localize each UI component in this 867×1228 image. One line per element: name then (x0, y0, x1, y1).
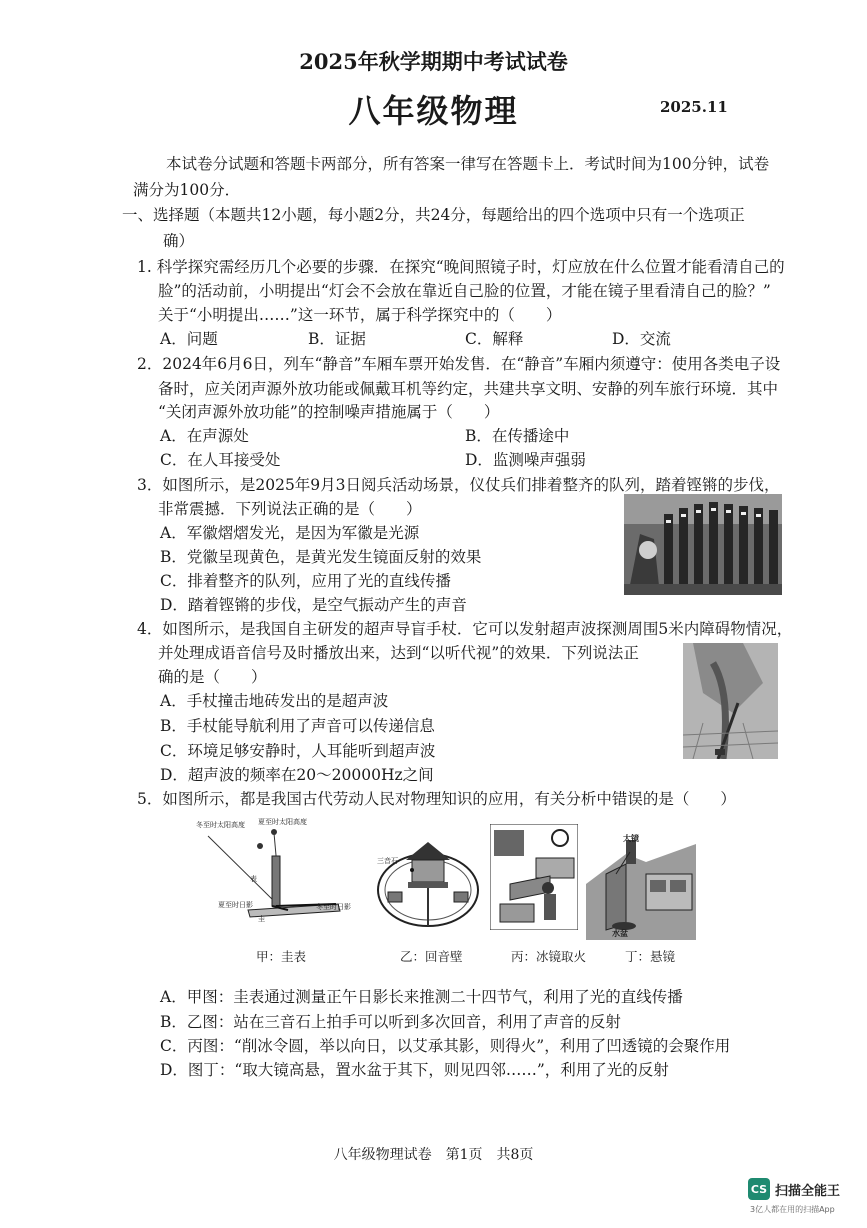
gnomon-label-winter-shadow: 冬至时日影 (316, 903, 351, 911)
hanging-mirror-figure (586, 834, 696, 940)
q4-stem-3: 确的是（ ） (158, 668, 267, 686)
q3-option-c: C．排着整齐的队列，应用了光的直线传播 (160, 572, 451, 590)
q3-option-a: A．军徽熠熠发光，是因为军徽是光源 (160, 524, 420, 542)
q4-stem-2: 并处理成语音信号及时播放出来，达到“以听代视”的效果．下列说法正 (158, 644, 639, 662)
q3-stem-1: 3．如图所示，是2025年9月3日阅兵活动场景，仪仗兵们排着整齐的队列，踏着铿锵的步伐， (137, 476, 780, 494)
q2-stem-1: 2．2024年6月6日，列车“静音”车厢车票开始发售．在“静音”车厢内须遵守：使用各类电子设 (137, 355, 781, 373)
section-1-heading-cont: 确） (163, 232, 195, 250)
q3-option-d: D．踏着铿锵的步伐，是空气振动产生的声音 (160, 596, 467, 614)
q4-option-b: B．手杖能导航利用了声音可以传递信息 (160, 717, 435, 735)
scanner-slogan: 3亿人都在用的扫描App (750, 1205, 835, 1214)
q1-option-b: B．证据 (308, 330, 366, 348)
q2-stem-3: “关闭声源外放功能”的控制噪声措施属于（ ） (158, 403, 500, 421)
subject-title: 八年级物理 (348, 92, 519, 130)
gnomon-label-pole: 表 (250, 875, 257, 883)
q1-option-d: D．交流 (612, 330, 671, 348)
q2-stem-2: 备时，应关闭声源外放功能或佩戴耳机等约定，共建共享文明、安静的列车旅行环境．其中 (158, 380, 779, 398)
echo-wall-figure (376, 834, 481, 930)
q5-option-c: C．丙图：“削冰令圆，举以向日，以艾承其影，则得火”，利用了凹透镜的会聚作用 (160, 1037, 731, 1055)
scanner-logo-icon: CS (748, 1178, 770, 1200)
q2-option-d: D．监测噪声强弱 (465, 451, 586, 469)
page-footer: 八年级物理试卷 第1页 共8页 (333, 1147, 534, 1163)
intro-line-2: 满分为100分． (133, 181, 241, 199)
exam-title: 2025年秋学期期中考试试卷 (299, 49, 568, 74)
q1-stem-1: 1. 科学探究需经历几个必要的步骤．在探究“晚间照镜子时，灯应放在什么位置才能看清自己的 (137, 258, 785, 276)
q4-option-a: A．手杖撞击地砖发出的是超声波 (160, 692, 389, 710)
q2-option-a: A．在声源处 (160, 427, 249, 445)
echo-wall-label-stone: 三音石 (377, 857, 398, 865)
gnomon-label-gui: 圭 (258, 915, 265, 923)
q5-option-d: D．图丁：“取大镜高悬，置水盆于其下，则见四邻……”，利用了光的反射 (160, 1061, 669, 1079)
q4-option-c: C．环境足够安静时，人耳能听到超声波 (160, 742, 436, 760)
gnomon-label-summer-sun: 夏至时太阳高度 (258, 818, 307, 826)
gnomon-label-summer-shadow: 夏至时日影 (218, 901, 253, 909)
guide-cane-photo (683, 643, 778, 759)
q2-option-c: C．在人耳接受处 (160, 451, 281, 469)
q1-stem-2: 脸”的活动前，小明提出“灯会不会放在靠近自己脸的位置，才能在镜子里看清自己的脸？” (158, 282, 771, 300)
q4-option-d: D．超声波的频率在20～20000Hz之间 (160, 766, 434, 784)
scanner-brand-name: 扫描全能王 (775, 1183, 841, 1199)
caption-jia: 甲：圭表 (256, 949, 307, 964)
mirror-label-big-mirror: 大镜 (623, 834, 639, 843)
q1-option-a: A．问题 (160, 330, 218, 348)
q4-stem-1: 4．如图所示，是我国自主研发的超声导盲手杖．它可以发射超声波探测周围5米内障碍物情况， (137, 620, 793, 638)
caption-bing: 丙：冰镜取火 (511, 949, 587, 964)
ice-lens-figure (490, 824, 578, 930)
q2-option-b: B．在传播途中 (465, 427, 570, 445)
exam-date: 2025.11 (660, 98, 728, 116)
intro-line-1: 本试卷分试题和答题卡两部分，所有答案一律写在答题卡上．考试时间为100分钟，试卷 (166, 155, 770, 173)
q5-option-b: B．乙图：站在三音石上拍手可以听到多次回音，利用了声音的反射 (160, 1013, 621, 1031)
caption-yi: 乙：回音壁 (400, 949, 463, 964)
section-1-heading: 一、选择题（本题共12小题，每小题2分，共24分，每题给出的四个选项中只有一个选项正 (122, 206, 745, 224)
q5-stem-1: 5．如图所示，都是我国古代劳动人民对物理知识的应用，有关分析中错误的是（ ） (137, 790, 736, 808)
mirror-label-water-basin: 水盆 (612, 928, 628, 938)
parade-photo (624, 494, 782, 595)
q1-stem-3: 关于“小明提出……”这一环节，属于科学探究中的（ ） (158, 306, 562, 324)
q3-option-b: B．党徽呈现黄色，是黄光发生镜面反射的效果 (160, 548, 482, 566)
gnomon-figure (188, 818, 363, 930)
q1-option-c: C．解释 (465, 330, 524, 348)
gnomon-label-winter-sun: 冬至时太阳高度 (196, 821, 245, 829)
caption-ding: 丁：悬镜 (625, 949, 676, 964)
q5-option-a: A．甲图：圭表通过测量正午日影长来推测二十四节气，利用了光的直线传播 (160, 988, 683, 1006)
scanner-watermark (748, 1178, 840, 1200)
q3-stem-2: 非常震撼．下列说法正确的是（ ） (158, 500, 422, 518)
